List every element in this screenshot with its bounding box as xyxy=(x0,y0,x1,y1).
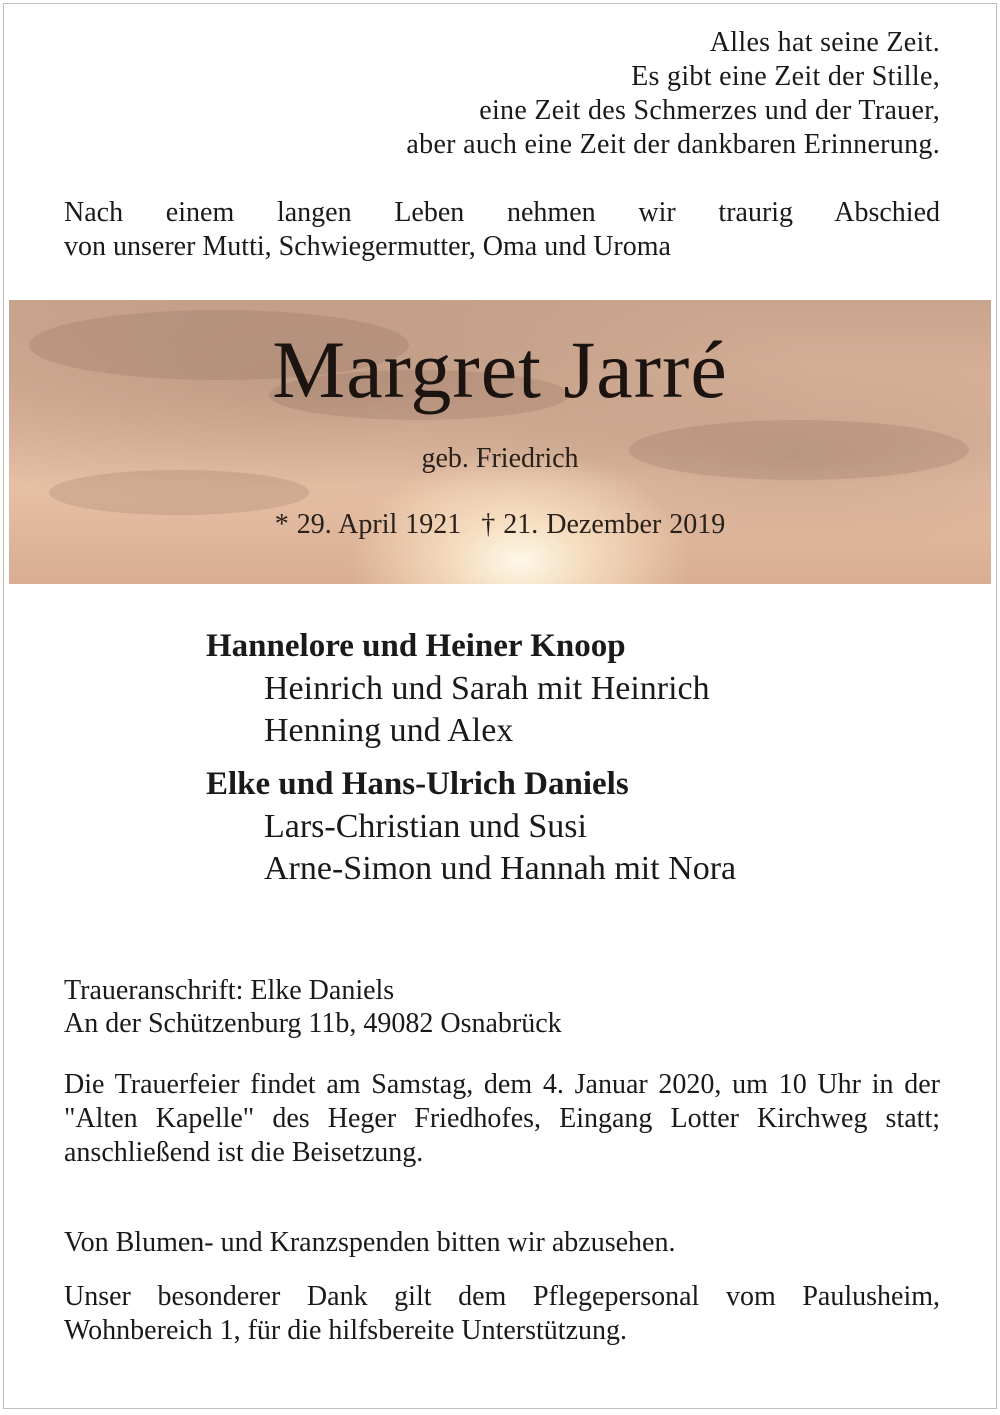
address-line: An der Schützenburg 11b, 49082 Osnabrück xyxy=(64,1008,562,1039)
mourning-address xyxy=(64,974,562,1040)
family-member: Heinrich und Sarah mit Heinrich xyxy=(264,670,710,707)
family-head: Elke und Hans-Ulrich Daniels xyxy=(206,766,629,802)
death-date: † 21. Dezember 2019 xyxy=(481,509,726,540)
deceased-name: Margret Jarré xyxy=(272,324,728,415)
family-member: Henning und Alex xyxy=(264,712,514,749)
mourners-list xyxy=(206,624,736,890)
thanks-paragraph: Unser besonderer Dank gilt dem Pflegepersonal vom Paulusheim, Wohnbereich 1, für die hilfsbereite Unterstützung. xyxy=(64,1281,940,1346)
life-dates xyxy=(9,508,991,542)
poem-line: Es gibt eine Zeit der Stille, xyxy=(631,61,940,92)
poem-line: Alles hat seine Zeit. xyxy=(709,27,940,58)
intro-line: von unserer Mutti, Schwiegermutter, Oma und Uroma xyxy=(64,231,671,262)
ceremony-paragraph: Die Trauerfeier findet am Samstag, dem 4. Januar 2020, um 10 Uhr in der "Alten Kapelle" des Heger Friedhofes, Eingang Lotter Kirchweg statt; anschließend ist die Beisetzung. xyxy=(64,1069,940,1168)
poem xyxy=(406,26,940,162)
family-head: Hannelore und Heiner Knoop xyxy=(206,628,626,664)
birth-date: * 29. April 1921 xyxy=(274,509,462,540)
flowers-paragraph: Von Blumen- und Kranzspenden bitten wir abzusehen. xyxy=(64,1227,676,1258)
maiden-name: geb. Friedrich xyxy=(421,443,579,474)
intro-line: Nach einem langen Leben nehmen wir traurig Abschied xyxy=(64,197,940,228)
family-member: Arne-Simon und Hannah mit Nora xyxy=(264,850,737,887)
poem-line: aber auch eine Zeit der dankbaren Erinnerung. xyxy=(406,129,940,160)
family-member: Lars-Christian und Susi xyxy=(264,808,587,845)
sunset-banner xyxy=(9,300,991,584)
address-line: Traueranschrift: Elke Daniels xyxy=(64,975,395,1006)
obituary-page xyxy=(3,3,997,1409)
poem-line: eine Zeit des Schmerzes und der Trauer, xyxy=(479,95,940,126)
intro-text xyxy=(64,196,940,264)
